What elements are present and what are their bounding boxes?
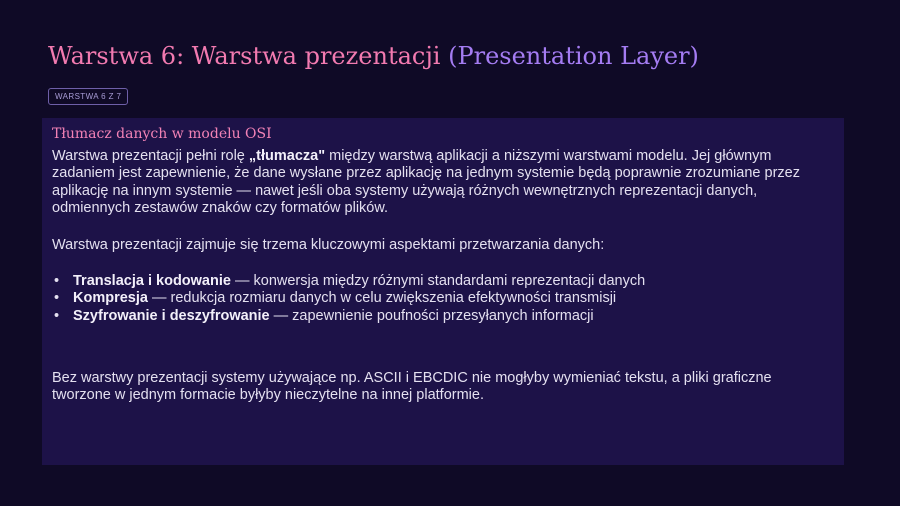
list-item-description: — zapewnienie poufności przesyłanych informacji — [269, 307, 594, 324]
intro-highlight: „tłumacza" — [248, 148, 326, 164]
slide-title — [48, 38, 699, 74]
list-item-term: Translacja i kodowanie — [73, 273, 231, 289]
list-item — [52, 290, 645, 307]
layer-counter-badge: WARSTWA 6 Z 7 — [48, 88, 128, 105]
list-item-term: Kompresja — [73, 290, 148, 307]
list-item-description: — redukcja rozmiaru danych w celu zwiększenia efektywności transmisji — [147, 290, 617, 307]
list-item-term: Szyfrowanie i deszyfrowanie — [73, 307, 270, 324]
intro-text-end: między warstwą aplikacji a niższymi warstwami modelu. Jej głównym zadaniem jest zapewnienie, że dane wysłane przez aplikację na jednym systemie będą poprawnie zrozumiane przez aplikację na innym systemie — nawet jeśli oba systemy używają różnych wewnętrznych reprezentacji danych, odmiennych zestawów znaków czy formatów plików. — [52, 148, 800, 216]
intro-text-start: Warstwa prezentacji pełni rolę — [52, 148, 249, 164]
list-item — [52, 308, 645, 325]
aspects-list — [52, 273, 645, 325]
card-title: Tłumacz danych w modelu OSI — [52, 126, 272, 142]
closing-paragraph: Bez warstwy prezentacji systemy używające np. ASCII i EBCDIC nie mogłyby wymieniać tekstu, a pliki graficzne tworzone w jednym formacie byłyby nieczytelne na innej platformie. — [52, 370, 772, 404]
list-item — [52, 273, 645, 290]
intro-paragraph — [52, 148, 832, 217]
list-item-description: — konwersja między różnymi standardami reprezentacji danych — [230, 273, 646, 289]
slide-title-english: (Presentation Layer) — [448, 42, 699, 70]
content-card — [42, 118, 844, 465]
aspects-intro: Warstwa prezentacji zajmuje się trzema kluczowymi aspektami przetwarzania danych: — [52, 237, 605, 253]
slide-title-main: Warstwa 6: Warstwa prezentacji — [48, 42, 441, 70]
